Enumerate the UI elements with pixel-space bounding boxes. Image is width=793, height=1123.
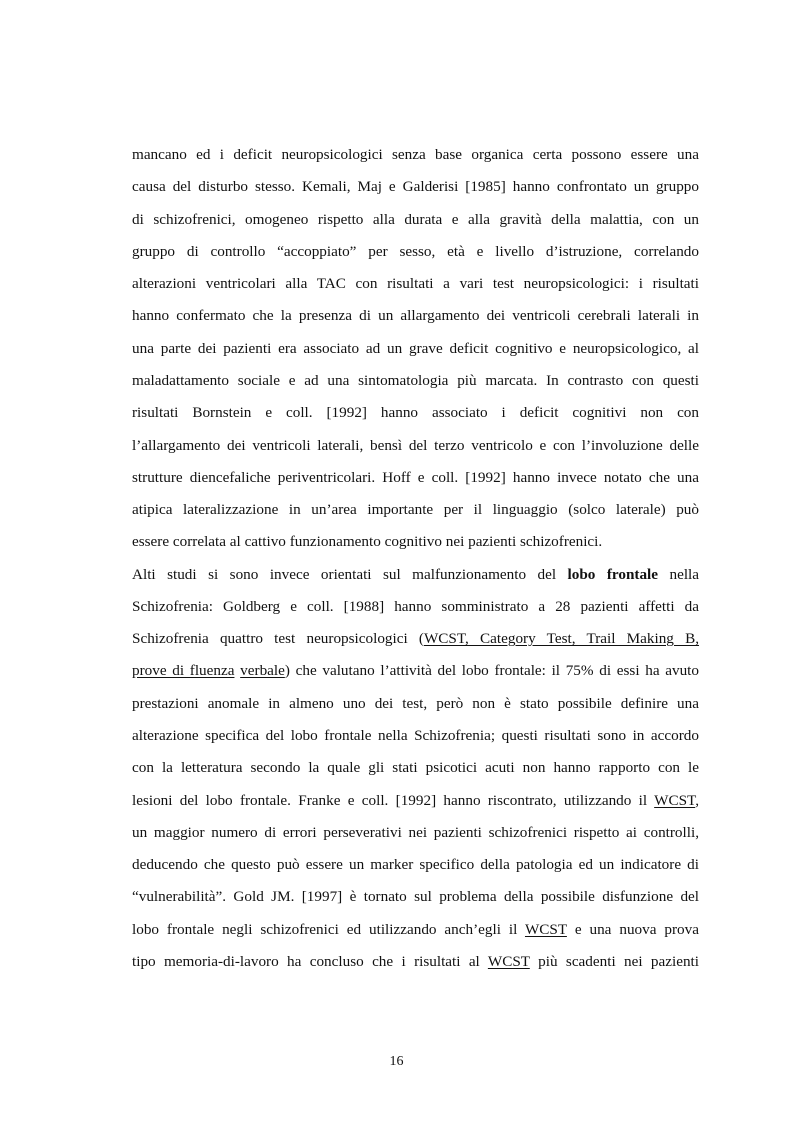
underlined-term: WCST — [487, 953, 530, 970]
text-span: l’allargamento dei ventricoli laterali, bensì del terzo ventricolo e con l’involuzione delle — [132, 436, 699, 454]
text-span: “vulnerabilità”. Gold JM. [1997] è tornato sul problema della possibile disfunzione del — [132, 888, 699, 906]
text-line — [132, 726, 699, 746]
text-line — [132, 306, 699, 326]
text-line — [132, 500, 699, 520]
bold-term: lobo frontale — [567, 565, 659, 583]
text-span: risultati Bornstein e coll. [1992] hanno associato i deficit cognitivi non con — [132, 404, 699, 422]
text-span: Alti studi si sono invece orientati sul malfunzionamento del — [132, 565, 568, 583]
text-line — [132, 597, 699, 617]
text-line — [132, 468, 699, 488]
text-span: Schizofrenia: Goldberg e coll. [1988] hanno somministrato a 28 pazienti affetti da — [132, 597, 699, 615]
underlined-term: WCST, Category Test, Trail Making B, — [423, 630, 700, 648]
text-line — [132, 694, 699, 714]
text-span: essere correlata al cattivo funzionamento cognitivo nei pazienti schizofrenici. — [132, 533, 603, 551]
text-line — [132, 177, 699, 197]
text-span: prestazioni anomale in almeno uno dei test, però non è stato possibile definire una — [132, 694, 699, 712]
text-line — [132, 920, 699, 940]
text-line — [132, 661, 699, 681]
text-span: causa del disturbo stesso. Kemali, Maj e Galderisi [1985] hanno confrontato un gruppo — [132, 178, 699, 196]
text-span: e una nuova prova — [566, 920, 699, 938]
text-span: con la letteratura secondo la quale gli stati psicotici acuti non hanno rapporto con le — [132, 759, 699, 777]
text-span: mancano ed i deficit neuropsicologici senza base organica certa possono essere una — [132, 146, 699, 163]
text-span: Schizofrenia quattro test neuropsicologici ( — [132, 630, 424, 648]
text-span: deducendo che questo può essere un marker specifico della patologia ed un indicatore di — [132, 856, 699, 874]
text-span: hanno confermato che la presenza di un allargamento dei ventricoli cerebrali laterali in — [132, 307, 699, 325]
text-line — [132, 339, 699, 359]
text-span: gruppo di controllo “accoppiato” per sesso, età e livello d’istruzione, correlando — [132, 242, 699, 260]
text-span: , — [695, 791, 699, 809]
text-span: lobo frontale negli schizofrenici ed utilizzando anch’egli il — [132, 920, 525, 938]
text-span: nella — [658, 565, 700, 583]
text-line — [132, 242, 699, 262]
text-span: una parte dei pazienti era associato ad un grave deficit cognitivo e neuropsicologico, al — [132, 339, 699, 357]
text-line — [132, 629, 699, 649]
underlined-term: WCST — [524, 920, 567, 938]
text-span: lesioni del lobo frontale. Franke e coll. [1992] hanno riscontrato, utilizzando il — [132, 791, 655, 809]
text-span: ) che valutano l’attività del lobo frontale: il 75% di essi ha avuto — [284, 662, 699, 680]
text-line — [132, 758, 699, 778]
page-number: 16 — [389, 1054, 404, 1069]
text-line — [132, 565, 699, 585]
underlined-term: prove di fluenza — [132, 662, 235, 680]
text-line — [132, 145, 699, 165]
text-span: strutture diencefaliche periventricolari. Hoff e coll. [1992] hanno invece notato che una — [132, 468, 699, 486]
text-line — [132, 274, 699, 294]
text-span: un maggior numero di errori perseverativi nei pazienti schizofrenici rispetto ai controlli, — [132, 823, 699, 841]
text-line — [132, 887, 699, 907]
text-span: alterazione specifica del lobo frontale nella Schizofrenia; questi risultati sono in accordo — [132, 727, 699, 745]
text-line — [132, 210, 699, 230]
text-line — [132, 403, 699, 423]
text-line — [132, 823, 699, 843]
text-span: più scadenti nei pazienti — [529, 953, 699, 970]
text-span: di schizofrenici, omogeneo rispetto alla durata e alla gravità della malattia, con un — [132, 210, 699, 228]
text-line — [132, 436, 699, 456]
text-span: tipo memoria-di-lavoro ha concluso che i risultati al — [132, 953, 488, 970]
text-span: atipica lateralizzazione in un’area importante per il linguaggio (solco laterale) può — [132, 501, 699, 519]
text-span: alterazioni ventricolari alla TAC con risultati a vari test neuropsicologici: i risultati — [132, 275, 699, 293]
text-line — [132, 371, 699, 391]
underlined-term: WCST — [654, 791, 696, 809]
text-line — [132, 855, 699, 875]
text-line — [132, 532, 699, 552]
text-line — [132, 952, 699, 972]
text-span: maladattamento sociale e ad una sintomatologia più marcata. In contrasto con questi — [132, 371, 699, 389]
underlined-term: verbale — [240, 662, 285, 680]
text-line — [132, 791, 699, 811]
